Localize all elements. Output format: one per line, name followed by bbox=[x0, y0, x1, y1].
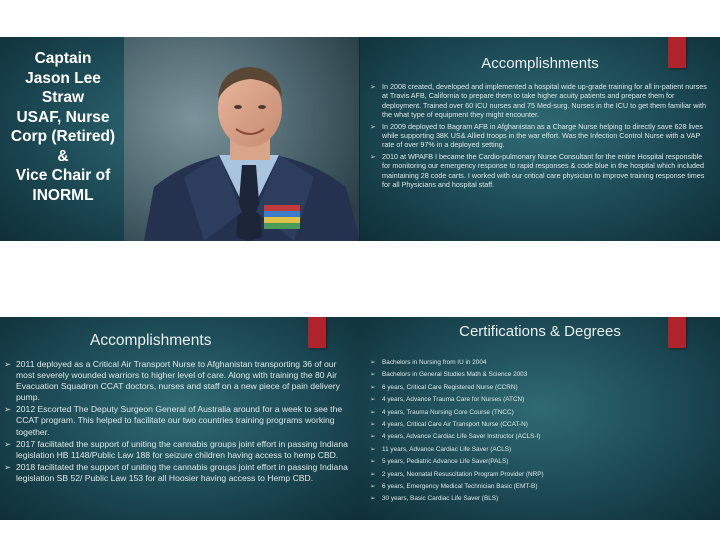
bullet-list bbox=[370, 82, 710, 191]
bullet-arrow-icon: ➢ bbox=[370, 396, 376, 404]
bullet-text: 2011 deployed as a Critical Air Transport Nurse to Afghanistan transporting 36 of our most severely wounded warriors to higher level of care. Along with training the 80 Air Evacuation Squadron CCAT doctors, nurses and staff on a new piece of pain delivery pump. bbox=[16, 359, 340, 403]
slide-title-text bbox=[2, 49, 124, 205]
bullet-arrow-icon: ➢ bbox=[370, 420, 376, 428]
bullet-text: 5 years, Pediatric Advance Life Saver(PALS) bbox=[382, 458, 509, 466]
bullet-arrow-icon: ➢ bbox=[370, 458, 376, 466]
list-item bbox=[370, 446, 710, 454]
title-line: Jason Lee Straw bbox=[25, 69, 101, 106]
list-item bbox=[370, 471, 710, 479]
bullet-arrow-icon: ➢ bbox=[370, 383, 376, 391]
bullet-arrow-icon: ➢ bbox=[370, 359, 376, 366]
list-item bbox=[370, 458, 710, 466]
bullet-arrow-icon: ➢ bbox=[370, 408, 376, 416]
bullet-text: 11 years, Advance Cardiac Life Saver (ACLS) bbox=[382, 445, 512, 453]
portrait-photo bbox=[124, 37, 360, 241]
list-item bbox=[370, 433, 710, 441]
title-line: Corp (Retired) bbox=[10, 128, 116, 145]
bullet-text: Bachelors in Nursing from IU in 2004 bbox=[382, 359, 487, 366]
bullet-text: 2018 facilitated the support of uniting the cannabis groups joint effort in passing Indiana legislation SB 52/ Public Law 153 for all Hoosier having access to Hemp CBD. bbox=[16, 461, 348, 483]
list-item bbox=[370, 384, 710, 392]
bullet-text: 4 years, Critical Care Air Transport Nurse (CCAT-N) bbox=[382, 420, 528, 428]
bullet-text: 30 years, Basic Cardiac Life Saver (BLS) bbox=[382, 495, 499, 503]
list-item bbox=[370, 421, 710, 429]
bullet-arrow-icon: ➢ bbox=[4, 404, 12, 415]
list-item bbox=[370, 409, 710, 417]
bullet-arrow-icon: ➢ bbox=[370, 445, 376, 453]
bullet-arrow-icon: ➢ bbox=[370, 82, 377, 91]
list-item bbox=[370, 152, 710, 190]
list-item bbox=[370, 371, 710, 379]
list-item bbox=[370, 359, 710, 367]
slide-heading: Accomplishments bbox=[481, 55, 599, 72]
bullet-list bbox=[4, 359, 352, 485]
bullet-text: 6 years, Emergency Medical Technician Basic (EMT-B) bbox=[382, 482, 538, 490]
bullet-arrow-icon: ➢ bbox=[370, 482, 376, 490]
title-line: INORML bbox=[32, 186, 94, 204]
slide-accomplishments-2 bbox=[0, 317, 360, 520]
bullet-arrow-icon: ➢ bbox=[4, 359, 12, 369]
bullet-text: 2010 at WPAFB I became the Cardio-pulmonary Nurse Consultant for the entire Hospital responsible for monitoring our emergency response to rapid responses & code blue in the hospital which included maintaining 28 code carts. I worked with our critical care physician to improve training response times for all Physicians and hospital staff. bbox=[382, 151, 705, 190]
bullet-arrow-icon: ➢ bbox=[4, 461, 12, 472]
list-item bbox=[370, 122, 710, 150]
slide-heading: Accomplishments bbox=[90, 332, 212, 349]
title-line: & bbox=[57, 147, 69, 165]
bullet-text: 2012 Escorted The Deputy Surgeon General of Australia around for a week to see the CCAT program. This helped to facilitate our two countries training programs working together. bbox=[16, 404, 343, 437]
bullet-arrow-icon: ➢ bbox=[370, 470, 376, 478]
bullet-text: 4 years, Advance Trauma Care for Nurses (ATCN) bbox=[382, 396, 525, 404]
bullet-text: Bachelors in General Studies Math & Science 2003 bbox=[382, 371, 528, 379]
bullet-text: 2 years, Neonatal Resuscitation Program Provider (NRP) bbox=[382, 470, 544, 478]
bullet-text: In 2008 created, developed and implemented a hospital wide up-grade training for all in-patient nurses at Travis AFB, California to prepare them to take higher acuity patients and prepare them for deployment. Trained over 60 ICU nurses and 75 Med-surg. Nurses in the ICU to get them familiar with the what type of equipment they might encounter. bbox=[382, 82, 707, 120]
bullet-arrow-icon: ➢ bbox=[370, 371, 376, 379]
bullet-text: 4 years, Trauma Nursing Core Course (TNCC) bbox=[382, 408, 514, 416]
list-item bbox=[4, 462, 352, 484]
bullet-arrow-icon: ➢ bbox=[4, 438, 12, 449]
bullet-arrow-icon: ➢ bbox=[370, 151, 377, 161]
bullet-text: 6 years, Critical Care Registered Nurse (CCRN) bbox=[382, 383, 518, 391]
title-line: Captain bbox=[34, 50, 92, 67]
list-item bbox=[370, 396, 710, 404]
bullet-text: 4 years, Advance Cardiac Life Saver Instructor (ACLS-I) bbox=[382, 433, 541, 441]
list-item bbox=[370, 82, 710, 120]
slide-certifications bbox=[360, 317, 720, 520]
bullet-arrow-icon: ➢ bbox=[370, 495, 376, 503]
title-line: USAF, Nurse bbox=[16, 108, 110, 126]
list-item bbox=[4, 404, 352, 437]
list-item bbox=[4, 359, 352, 403]
list-item bbox=[370, 495, 710, 503]
slide-title bbox=[0, 37, 360, 241]
bullet-arrow-icon: ➢ bbox=[370, 121, 377, 131]
slide-heading: Certifications & Degrees bbox=[459, 323, 621, 340]
portrait-illustration bbox=[124, 37, 360, 241]
bullet-text: 2017 facilitated the support of uniting the cannabis groups joint effort in passing Indiana legislation HB 1148/Public Law 188 for seizure children having access to hemp CBD. bbox=[16, 438, 348, 460]
list-item bbox=[370, 483, 710, 491]
list-item bbox=[4, 439, 352, 461]
bullet-text: In 2009 deployed to Bagram AFB in Afghanistan as a Charge Nurse helping to directly save 628 lives while supporting 38K US& Allied troops in the war effort. Was the Infection Control Nurse with a VAP rate of over 97% in a deployed setting. bbox=[382, 121, 703, 150]
bullet-list bbox=[370, 359, 710, 508]
accent-tab bbox=[308, 317, 326, 348]
bullet-arrow-icon: ➢ bbox=[370, 433, 376, 441]
slide-accomplishments-1 bbox=[360, 37, 720, 241]
title-line: Vice Chair of bbox=[15, 167, 111, 184]
